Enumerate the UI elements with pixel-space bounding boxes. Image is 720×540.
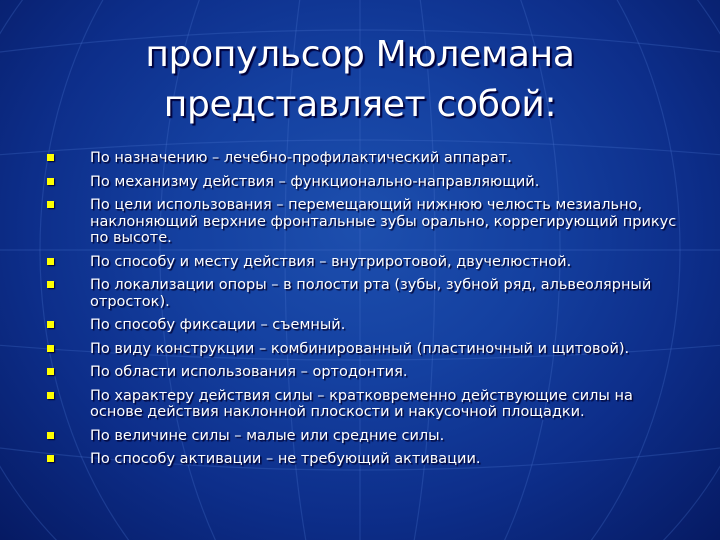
- square-bullet-icon: [47, 201, 54, 208]
- square-bullet-icon: [47, 392, 54, 399]
- square-bullet-icon: [47, 281, 54, 288]
- bullet-item: [46, 341, 686, 358]
- square-bullet-icon: [47, 258, 54, 265]
- slide-title-line-2: представляет собой:: [163, 84, 557, 125]
- bullet-text: По механизму действия – функционально-направляющий.: [90, 173, 540, 190]
- bullet-item: [46, 277, 686, 310]
- bullet-text: По цели использования – перемещающий нижнюю челюсть мезиально, наклоняющий верхние фронтальные зубы орально, коррегирующий прикус по высоте.: [90, 197, 677, 246]
- square-bullet-icon: [47, 432, 54, 439]
- bullet-text: По величине силы – малые или средние силы.: [90, 427, 445, 444]
- bullet-item: [46, 150, 686, 167]
- bullet-text: По способу и месту действия – внутриротовой, двучелюстной.: [90, 253, 572, 270]
- bullet-text: По характеру действия силы – кратковременно действующие силы на основе действия наклонной плоскости и накусочной площадки.: [90, 387, 633, 420]
- square-bullet-icon: [47, 178, 54, 185]
- slide-title-line-1: пропульсор Мюлемана: [145, 34, 575, 75]
- square-bullet-icon: [47, 368, 54, 375]
- bullet-item: [46, 197, 686, 247]
- bullet-item: [46, 364, 686, 381]
- square-bullet-icon: [47, 455, 54, 462]
- square-bullet-icon: [47, 345, 54, 352]
- bullet-item: [46, 317, 686, 334]
- bullet-item: [46, 388, 686, 421]
- bullet-list: [46, 150, 686, 475]
- square-bullet-icon: [47, 154, 54, 161]
- slide-title: [40, 30, 680, 130]
- bullet-text: По виду конструкции – комбинированный (пластиночный и щитовой).: [90, 340, 630, 357]
- square-bullet-icon: [47, 321, 54, 328]
- bullet-text: По области использования – ортодонтия.: [90, 364, 408, 380]
- bullet-item: [46, 428, 686, 445]
- bullet-text: По назначению – лечебно-профилактический аппарат.: [90, 150, 512, 166]
- bullet-item: [46, 254, 686, 271]
- bullet-item: [46, 451, 686, 468]
- bullet-text: По способу фиксации – съемный.: [90, 317, 346, 333]
- bullet-text: По способу активации – не требующий активации.: [90, 451, 481, 467]
- bullet-item: [46, 174, 686, 191]
- bullet-text: По локализации опоры – в полости рта (зубы, зубной ряд, альвеолярный отросток).: [90, 277, 652, 310]
